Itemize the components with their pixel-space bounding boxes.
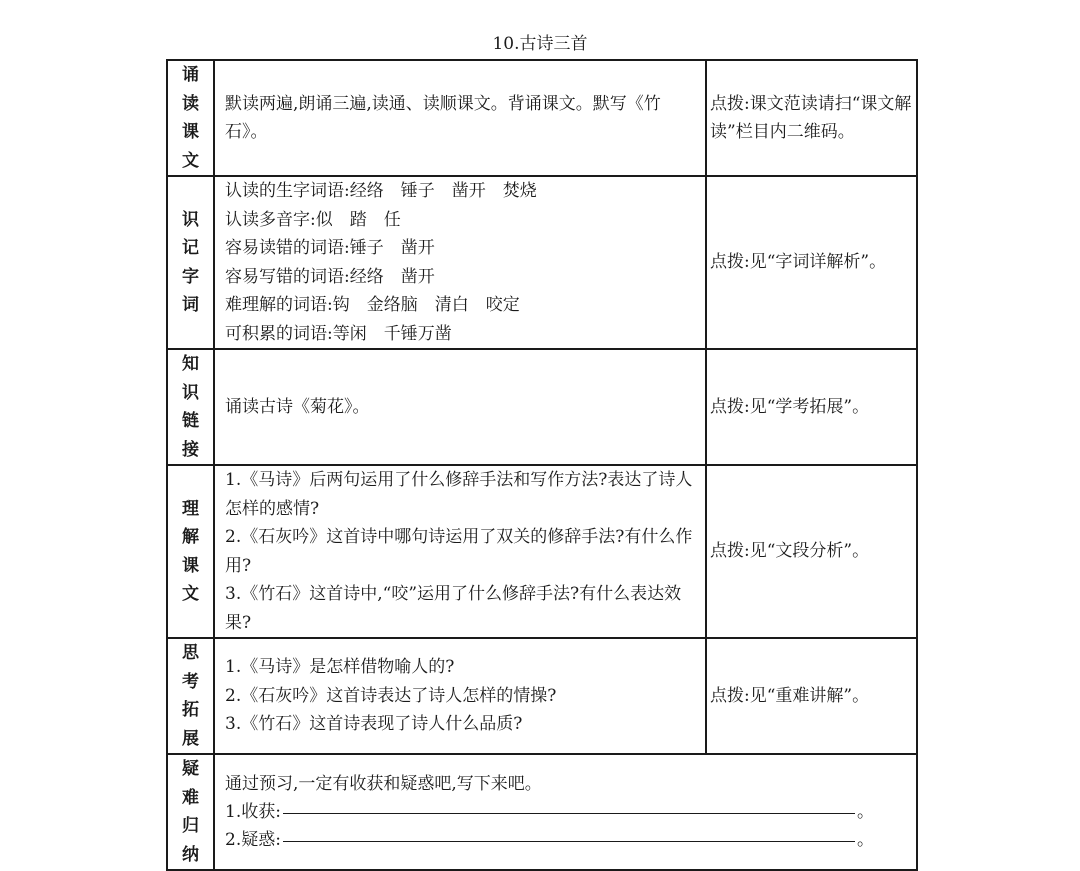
row-content-extend: 1.《马诗》是怎样借物喻人的? 2.《石灰吟》这首诗表达了诗人怎样的情操? 3.《竹石》这首诗表现了诗人什么品质?: [214, 638, 706, 754]
row-note-vocabulary: 点拨:见“字词详解析”。: [706, 176, 917, 349]
row-note-recite: 点拨:课文范读请扫“课文解读”栏目内二维码。: [706, 60, 917, 176]
row-label-recite: 诵 读 课 文: [167, 60, 214, 176]
doubt-fill-line: 2.疑惑: 。: [225, 830, 874, 850]
table-row: [167, 638, 917, 754]
row-content-vocabulary: 认读的生字词语:经络 锤子 凿开 焚烧 认读多音字:似 踏 任 容易读错的词语:锤子 凿开 容易写错的词语:经络 凿开 难理解的词语:钩 金络脑 清白 咬定 可积累的词语:等闲 千锤万凿: [214, 176, 706, 349]
table-row: [167, 60, 917, 176]
table-row: [167, 176, 917, 349]
row-label-understand: 理 解 课 文: [167, 465, 214, 638]
row-note-extend: 点拨:见“重难讲解”。: [706, 638, 917, 754]
table-row: [167, 465, 917, 638]
row-label-summary: 疑 难 归 纳: [167, 754, 214, 870]
row-note-understand: 点拨:见“文段分析”。: [706, 465, 917, 638]
row-label-vocabulary: 识 记 字 词: [167, 176, 214, 349]
gain-blank[interactable]: [283, 812, 855, 814]
preview-plan-table: [166, 59, 918, 871]
page-title: 10.古诗三首: [492, 34, 588, 54]
row-content-understand: 1.《马诗》后两句运用了什么修辞手法和写作方法?表达了诗人怎样的感情? 2.《石灰吟》这首诗中哪句诗运用了双关的修辞手法?有什么作用? 3.《竹石》这首诗中,“咬”运用了什么修辞手法?有什么表达效果?: [214, 465, 706, 638]
row-content-knowledge-link: 诵读古诗《菊花》。: [214, 349, 706, 465]
row-label-knowledge-link: 知 识 链 接: [167, 349, 214, 465]
table-row: [167, 754, 917, 870]
row-content-recite: 默读两遍,朗诵三遍,读通、读顺课文。背诵课文。默写《竹石》。: [214, 60, 706, 176]
gain-fill-line: 1.收获: 。: [225, 802, 874, 822]
table-row: [167, 349, 917, 465]
row-note-knowledge-link: 点拨:见“学考拓展”。: [706, 349, 917, 465]
row-content-summary: 通过预习,一定有收获和疑惑吧,写下来吧。 1.收获: 。 2.疑惑: 。: [214, 754, 917, 870]
doubt-blank[interactable]: [283, 840, 855, 842]
row-label-extend: 思 考 拓 展: [167, 638, 214, 754]
